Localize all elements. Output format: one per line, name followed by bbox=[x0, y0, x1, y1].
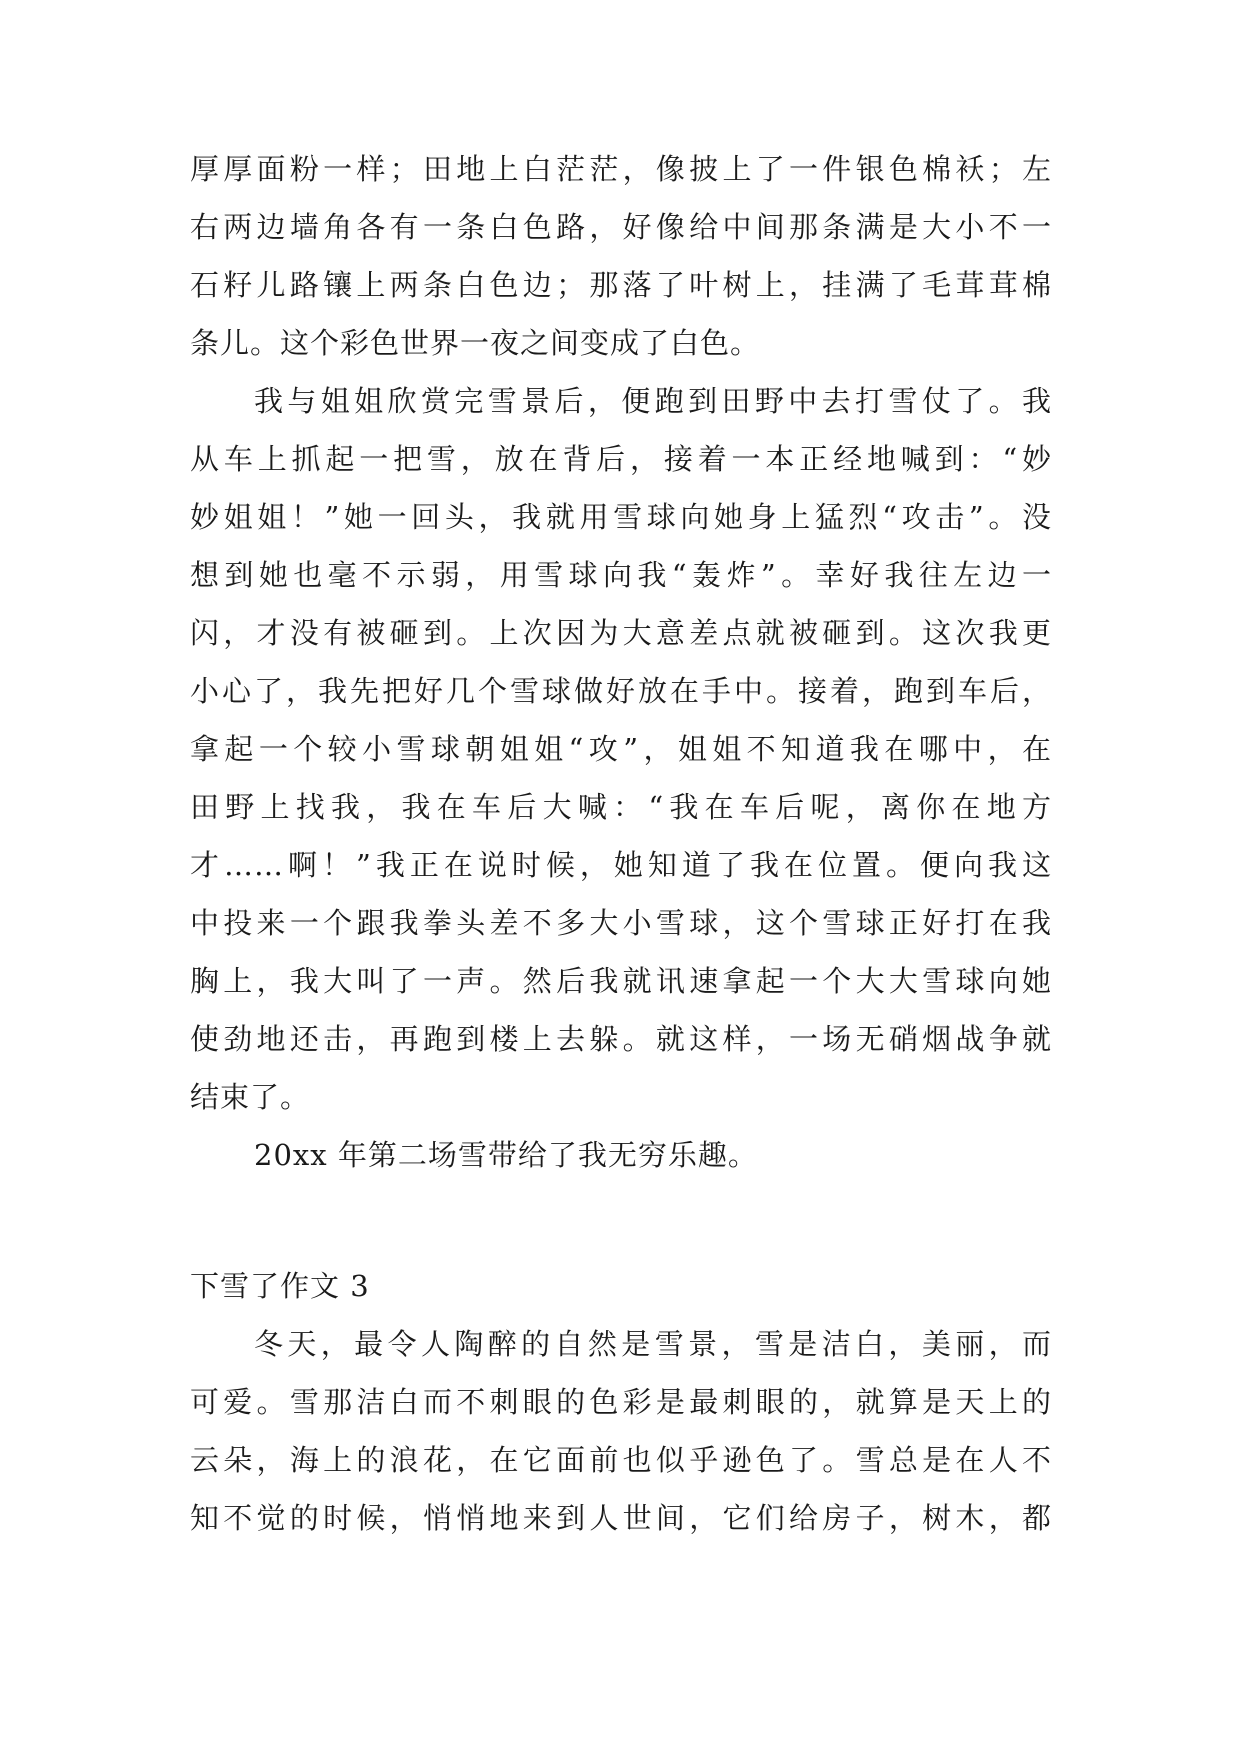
text-line: 妙姐姐！”她一回头，我就用雪球向她身上猛烈“攻击”。没 bbox=[190, 500, 1052, 534]
text-line: 使劲地还击，再跑到楼上去躲。就这样，一场无硝烟战争就 bbox=[190, 1022, 1052, 1056]
section-heading: 下雪了作文 3 bbox=[190, 1269, 370, 1303]
text-line: 云朵，海上的浪花，在它面前也似乎逊色了。雪总是在人不 bbox=[190, 1443, 1052, 1477]
text-line: 右两边墙角各有一条白色路，好像给中间那条满是大小不一 bbox=[190, 210, 1052, 244]
text-line: 小心了，我先把好几个雪球做好放在手中。接着，跑到车后， bbox=[190, 674, 1052, 708]
text-line: 中投来一个跟我拳头差不多大小雪球，这个雪球正好打在我 bbox=[190, 906, 1052, 940]
text-line: 胸上，我大叫了一声。然后我就讯速拿起一个大大雪球向她 bbox=[190, 964, 1052, 998]
text-line: 结束了。 bbox=[190, 1080, 311, 1114]
text-line: 从车上抓起一把雪，放在背后，接着一本正经地喊到：“妙 bbox=[190, 442, 1052, 476]
text-line: 想到她也毫不示弱，用雪球向我“轰炸”。幸好我往左边一 bbox=[190, 558, 1052, 592]
text-line: 石籽儿路镶上两条白色边；那落了叶树上，挂满了毛茸茸棉 bbox=[190, 268, 1052, 302]
text-line: 拿起一个较小雪球朝姐姐“攻”，姐姐不知道我在哪中，在 bbox=[190, 732, 1052, 766]
text-line: 条儿。这个彩色世界一夜之间变成了白色。 bbox=[190, 326, 761, 360]
text-line: 知不觉的时候，悄悄地来到人世间，它们给房子，树木，都 bbox=[190, 1501, 1052, 1535]
text-line: 厚厚面粉一样；田地上白茫茫，像披上了一件银色棉袄；左 bbox=[190, 152, 1052, 186]
text-line: 我与姐姐欣赏完雪景后，便跑到田野中去打雪仗了。我 bbox=[254, 384, 1052, 418]
text-line: 田野上找我，我在车后大喊：“我在车后呢，离你在地方 bbox=[190, 790, 1052, 824]
text-line: 才……啊！”我正在说时候，她知道了我在位置。便向我这 bbox=[190, 848, 1052, 882]
text-line: 闪，才没有被砸到。上次因为大意差点就被砸到。这次我更 bbox=[190, 616, 1052, 650]
text-line: 20xx 年第二场雪带给了我无穷乐趣。 bbox=[254, 1138, 758, 1172]
text-line: 可爱。雪那洁白而不刺眼的色彩是最刺眼的，就算是天上的 bbox=[190, 1385, 1052, 1419]
text-line: 冬天，最令人陶醉的自然是雪景，雪是洁白，美丽，而 bbox=[254, 1327, 1052, 1361]
